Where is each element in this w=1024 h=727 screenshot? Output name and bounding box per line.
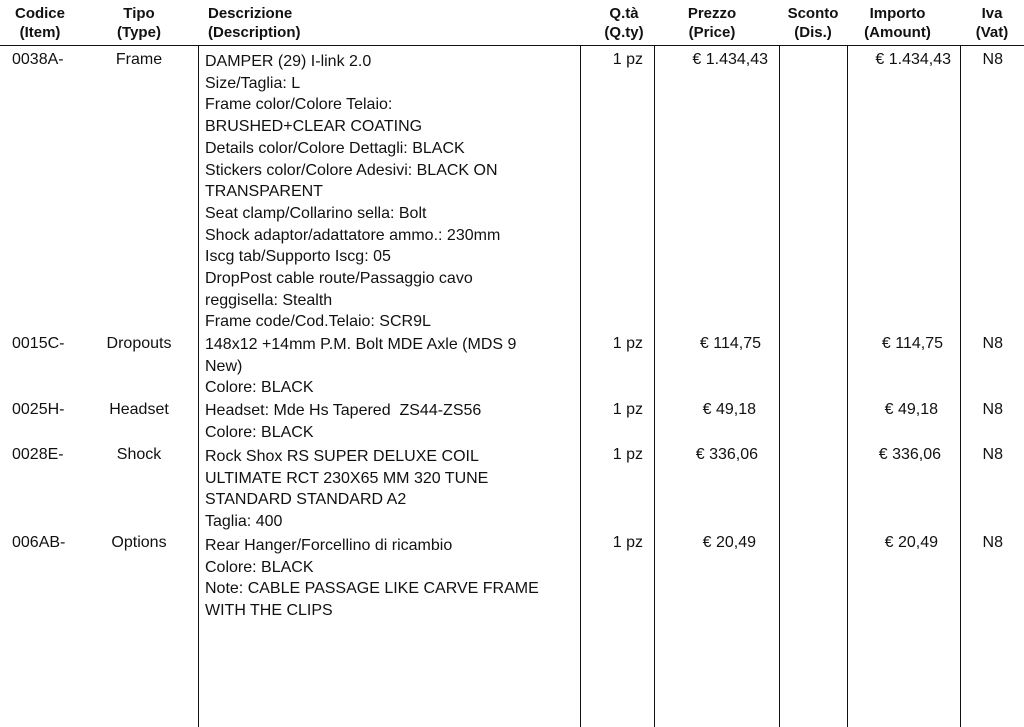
item-qty: 1 pz: [612, 534, 643, 551]
item-qty: 1 pz: [612, 51, 643, 68]
item-vat: N8: [982, 335, 1003, 352]
column-divider: [580, 46, 581, 727]
item-price: € 114,75: [699, 335, 761, 352]
header-price: Prezzo (Price): [687, 5, 737, 41]
item-amount: € 49,18: [884, 401, 938, 418]
item-type: Headset: [109, 401, 169, 418]
item-qty: 1 pz: [612, 335, 643, 352]
item-type: Dropouts: [106, 335, 172, 352]
item-amount: € 114,75: [881, 335, 943, 352]
item-description: Rock Shox RS SUPER DELUXE COIL ULTIMATE RCT 230X65 MM 320 TUNE STANDARD STANDARD A2 Taglia: 400: [205, 448, 489, 531]
item-qty: 1 pz: [612, 401, 643, 418]
item-vat: N8: [982, 401, 1003, 418]
header-type: Tipo (Type): [117, 5, 161, 41]
header-item: Codice (Item): [14, 5, 65, 41]
item-type: Frame: [115, 51, 163, 68]
header-divider: [0, 45, 1024, 46]
header-qty: Q.tà (Q.ty): [604, 5, 644, 41]
header-description: Descrizione (Description): [208, 5, 301, 41]
item-code: 0038A-: [12, 51, 64, 68]
item-amount: € 336,06: [878, 446, 941, 463]
column-divider: [198, 46, 199, 727]
item-amount: € 20,49: [884, 534, 938, 551]
item-description: Headset: Mde Hs Tapered ZS44-ZS56 Colore: BLACK: [205, 402, 482, 441]
item-type: Shock: [116, 446, 162, 463]
column-divider: [779, 46, 780, 727]
item-description: DAMPER (29) I-link 2.0 Size/Taglia: L Frame color/Colore Telaio: BRUSHED+CLEAR COATING Details color/Colore Dettagli: BLACK Stickers color/Colore Adesivi: BLACK ON TRANSPARENT Seat clamp/Collarino sella: Bolt Shock adaptor/adattatore ammo.: 230mm Iscg tab/Supporto Iscg: 05 DropPost cable route/Passaggio cavo reggisella: Stealth Frame code/Cod.Telaio: SCR9L: [205, 53, 501, 331]
item-description: 148x12 +14mm P.M. Bolt MDE Axle (MDS 9 New) Colore: BLACK: [205, 336, 517, 397]
item-price: € 49,18: [702, 401, 756, 418]
header-discount: Sconto (Dis.): [787, 5, 839, 41]
item-code: 0025H-: [12, 401, 65, 418]
item-price: € 1.434,43: [692, 51, 768, 68]
item-code: 006AB-: [12, 534, 66, 551]
header-vat: Iva (Vat): [975, 5, 1009, 41]
item-vat: N8: [982, 51, 1003, 68]
item-code: 0015C-: [12, 335, 65, 352]
column-divider: [654, 46, 655, 727]
item-type: Options: [111, 534, 167, 551]
column-divider: [847, 46, 848, 727]
item-vat: N8: [982, 446, 1003, 463]
item-amount: € 1.434,43: [875, 51, 951, 68]
item-vat: N8: [982, 534, 1003, 551]
item-price: € 20,49: [702, 534, 756, 551]
item-description: Rear Hanger/Forcellino di ricambio Colore: BLACK Note: CABLE PASSAGE LIKE CARVE FRAME WITH THE CLIPS: [205, 537, 539, 620]
item-price: € 336,06: [695, 446, 758, 463]
header-amount: Importo (Amount): [864, 5, 931, 41]
item-qty: 1 pz: [612, 446, 643, 463]
column-divider: [960, 46, 961, 727]
item-code: 0028E-: [12, 446, 64, 463]
